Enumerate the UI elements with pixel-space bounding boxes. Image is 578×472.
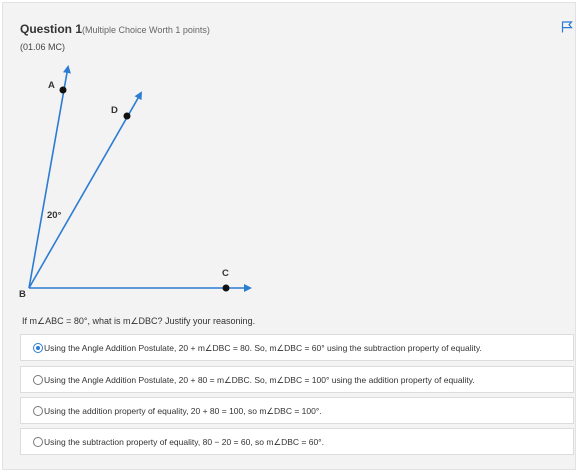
question-worth: (Multiple Choice Worth 1 points) [82,25,210,35]
radio-button[interactable] [33,437,43,447]
radio-button[interactable] [33,375,43,385]
question-code: (01.06 MC) [20,42,66,52]
choice-text: Using the Angle Addition Postulate, 20 + 80 = m∠DBC. So, m∠DBC = 100° using the addition property of equality. [44,375,475,385]
answer-choice-4[interactable] [20,428,574,455]
answer-choice-3[interactable] [20,397,574,424]
question-panel [2,2,576,470]
point-a [60,87,67,94]
point-d [124,113,131,120]
point-label-c: C [222,268,229,279]
answer-choice-2[interactable] [20,366,574,393]
choice-text: Using the Angle Addition Postulate, 20 + m∠DBC = 80. So, m∠DBC = 60° using the subtraction property of equality. [44,343,482,353]
radio-button[interactable] [33,343,43,353]
radio-button[interactable] [33,406,43,416]
point-label-a: A [48,80,55,91]
choice-text: Using the addition property of equality, 20 + 80 = 100, so m∠DBC = 100°. [44,406,322,416]
question-prompt: If m∠ABC = 80°, what is m∠DBC? Justify your reasoning. [22,316,256,326]
point-label-d: D [111,105,118,116]
question-title: Question 1 [20,22,83,36]
point-c [223,285,230,292]
answer-choice-1[interactable] [20,334,574,361]
choice-text: Using the subtraction property of equality, 80 − 20 = 60, so m∠DBC = 60°. [44,437,324,447]
angle-label: 20° [47,210,62,221]
angle-figure [3,3,577,313]
point-label-b: B [19,289,26,300]
